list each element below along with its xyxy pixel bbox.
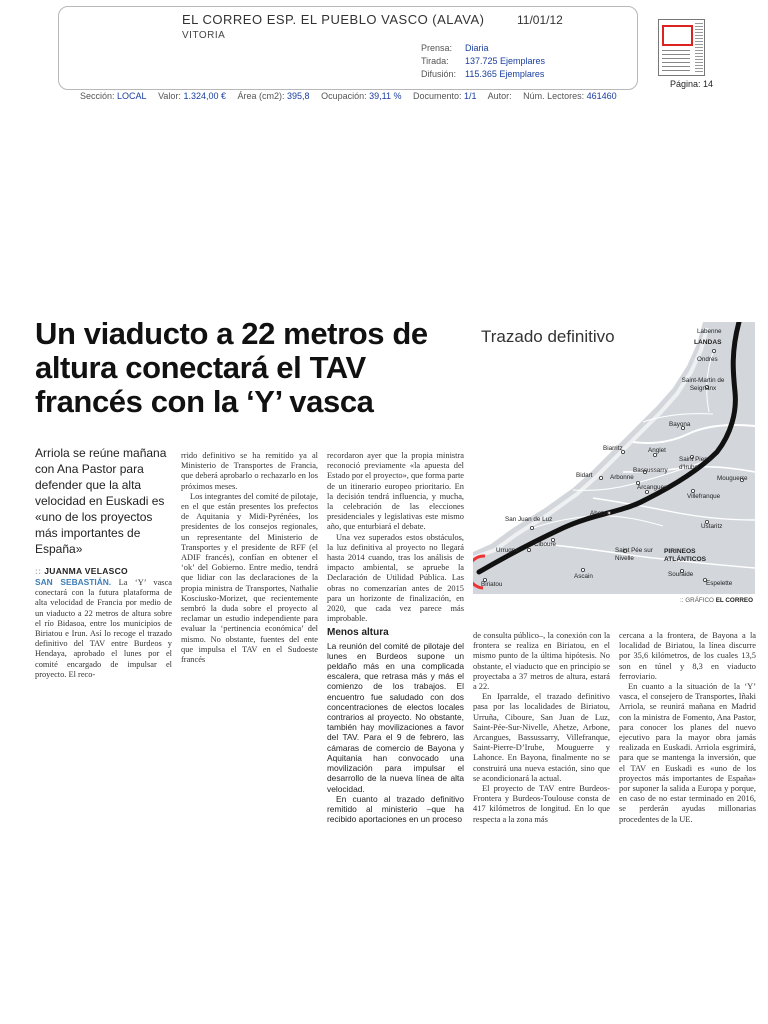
- section-bar: Sección: LOCAL Valor: 1.324,00 € Área (cm2): 395,8 Ocupación: 39,11 % Documento: 1/1 Autor: Núm. Lectores: 461460: [80, 91, 617, 101]
- map-label-st-pee: Saint Pée sur Nivelle: [615, 547, 653, 562]
- tirada-label: Tirada:: [421, 56, 449, 66]
- page-thumbnail[interactable]: [658, 19, 705, 76]
- map-label-ciboure: Ciboure: [534, 541, 557, 548]
- map-label-st-pierre: Saint Pierre d'Irube: [679, 456, 712, 471]
- map-label-bayona: Bayona: [669, 421, 691, 428]
- difusion-label: Difusión:: [421, 69, 457, 79]
- article-column-3: recordaron ayer que la propia ministra reconoció previamente «la apuesta del Estado por el proyecto», que forma parte de un itinerario europeo prioritario. En la decisión tendrá influencia, y mucha, la celebración de las elecciones presidenciales y legislativas este mismo año, que enturbiará el debate. Una vez superados estos obstáculos, la luz definitiva al proyecto no llegará hasta 2014 cuando, tras los análisis de impacto ambiental, se apruebe la Declaración de Utilidad Pública. Las obras no comenzarían antes de 2015 para un horizonte de finalización, en 2020, que cada vez parece más improbable. Menos altura La reunión del comité de pilotaje del lunes en Burdeos supone un peldaño más en una complicada escalera, que retrasa más y más el comienzo de los trabajos. El encuentro fue saludado con dos concentraciones de electos locales contrarios al proyecto. No obstante, también hay movilizaciones a favor del TAV. Para el 9 de febrero, las cámaras de comercio de Bayona y Aquitania han convocado una movilización para impulsar el desarrollo de la nueva línea de alta velocidad. En cuanto al trazado definitivo remitido al ministerio –que ha recibido aportaciones en un proceso: [327, 451, 464, 825]
- graphic-credit: :: GRÁFICO EL CORREO: [680, 597, 754, 604]
- difusion-value: 115.365 Ejemplares: [465, 69, 545, 79]
- map-label-san-juan: San Juan de Luz: [505, 516, 553, 523]
- seccion-value: LOCAL: [117, 91, 147, 101]
- map-label-mouguerre: Mouguerre: [717, 475, 748, 482]
- article-subhead: Menos altura: [327, 627, 389, 639]
- map-label-biriatou: Biriatou: [481, 581, 503, 588]
- article-headline: Un viaducto a 22 metros de altura conectará el TAV francés con la ‘Y’ vasca: [35, 316, 428, 419]
- article-location: SAN SEBASTIÁN.: [35, 577, 112, 587]
- publication-name: EL CORREO ESP. EL PUEBLO VASCO (ALAVA): [182, 12, 485, 27]
- ocupacion-value: 39,11 %: [369, 91, 402, 101]
- map-label-souraide: Souraide: [668, 571, 694, 578]
- article-column-4: de consulta público–, la conexión con la frontera se realiza en Biriatou, en el mismo punto de la última hipótesis. No obstante, el viaducto que en principio se proyectaba a 37 metros de altura, estará a 22. En Iparralde, el trazado definitivo pasa por las localidades de Biriatou, Urruña, Ciboure, San Juan de Luz, Saint-Pée-Sur-Nivelle, Ahetze, Arbone, Arcangues, Bassussarry, Villefranque, Saint-Pierre-D’Irube, Mouguerre y Lahonce. En Bayona, finalmente no se construirá una nueva estación, sino que se acondicionará la actual. El proyecto de TAV entre Burdeos-Frontera y Burdeos-Toulouse consta de 417 kilómetros de longitud. En lo que respecta a la zona más: [473, 631, 610, 824]
- map-label-pirineos: PIRINEOS ATLÁNTICOS: [664, 548, 706, 563]
- lectores-value: 461460: [586, 91, 617, 101]
- map-label-landas: LANDAS: [694, 339, 722, 346]
- map-label-villefranque: Villefranque: [687, 493, 721, 500]
- map-label-bidart: Bidart: [576, 472, 593, 479]
- valor-value: 1.324,00 €: [183, 91, 226, 101]
- prensa-label: Prensa:: [421, 43, 453, 53]
- article-column-1: SAN SEBASTIÁN. La ‘Y’ vasca conectará con la futura plataforma de alta velocidad de Francia por medio de un viaducto a 22 metros de altura sobre el río Bidasoa, entre los municipios de Biriatou e Irun. Así lo recoge el trazado definitivo del TAV entre Burdeos y Hendaya, aprobado el lunes por el comité encargado de impulsar el proyecto. El reco-: [35, 577, 173, 679]
- prensa-value: Diaria: [465, 43, 489, 53]
- area-value: 395,8: [287, 91, 310, 101]
- map-title: Trazado definitivo: [481, 327, 615, 346]
- map-label-bassussarry: Bassussarry: [633, 467, 668, 474]
- article-column-5: cercana a la frontera, de Bayona a la localidad de Biriatou, la línea discurre por 35,6 kilómetros, de los cuales 13,5 son en túnel y 8,3 en viaducto ferroviario. En cuanto a la situación de la ‘Y’ vasca, el consejero de Transportes, Iñaki Arriola, se reunirá mañana en Madrid con la ministra de Fomento, Ana Pastor, para conocer los planes del nuevo ejecutivo para la mayor obra jamás realizada en Euskadi. Arriola esgrimirá, para que se mantenga la inversión, que el TAV en Euskadi es «uno de los proyectos más importantes de España» por suponer la salida a Europa y porque, en caso de no estar terminado en 2016, se perderán ayudas millonarias procedentes de la UE.: [619, 631, 756, 824]
- publication-date: 11/01/12: [517, 13, 563, 27]
- thumbnail-highlight: [662, 25, 693, 46]
- map-label-urrugne: Urrugne: [496, 547, 519, 554]
- map-label-espelette: Espelette: [706, 580, 733, 587]
- map-label-ustaritz: Ustaritz: [701, 523, 723, 530]
- article-author: :: JUANMA VELASCO: [35, 566, 128, 576]
- documento-value: 1/1: [464, 91, 477, 101]
- publication-city: VITORIA: [182, 30, 226, 41]
- map-label-seignanx: Saint-Martin de Seignanx: [681, 377, 725, 392]
- map-label-anglet: Anglet: [648, 447, 666, 454]
- map-label-arbonne: Arbonne: [610, 474, 634, 481]
- map-label-arcangues: Arcangues: [637, 484, 668, 491]
- map-label-ondres: Ondres: [697, 356, 718, 363]
- map-label-biarritz: Biarritz: [603, 445, 623, 452]
- article-lead: Arriola se reúne mañana con Ana Pastor para defender que la alta velocidad en Euskadi es «uno de los proyectos más importantes de España»: [35, 446, 167, 556]
- map-label-ascain: Ascain: [574, 573, 593, 580]
- route-map: [473, 322, 755, 594]
- map-label-ahetze: Ahetze: [590, 510, 610, 517]
- tirada-value: 137.725 Ejemplares: [465, 56, 546, 66]
- page-number: Página: 14: [670, 79, 714, 89]
- article-column-2: rrido definitivo se ha remitido ya al Ministerio de Transportes de Francia, que deberá aprobarlo o rechazarlo en los próximos meses. Los integrantes del comité de pilotaje, en el que están presentes los prefectos de Aquitania y Midi-Pyrénées, los presidentes de los consejos regionales, un representante del Ministerio de Transportes y el presidente de RFF (el ADIF francés), confían en obtener el ‘ok’ del Gobierno. Entre medio, tendrá que lidiar con las declaraciones de la propia ministra de Transportes, Nathalie Kosciusko-Morizet, que recientemente sembró la duda sobre el proyecto al reclamar un estudio independiente para evaluar la ‘pertinencia económica’ del mismo. No obstante, fuentes del ente que impulsa el TAV en el Sudoeste francés: [181, 451, 318, 665]
- map-label-labenne: Labenne: [697, 328, 722, 335]
